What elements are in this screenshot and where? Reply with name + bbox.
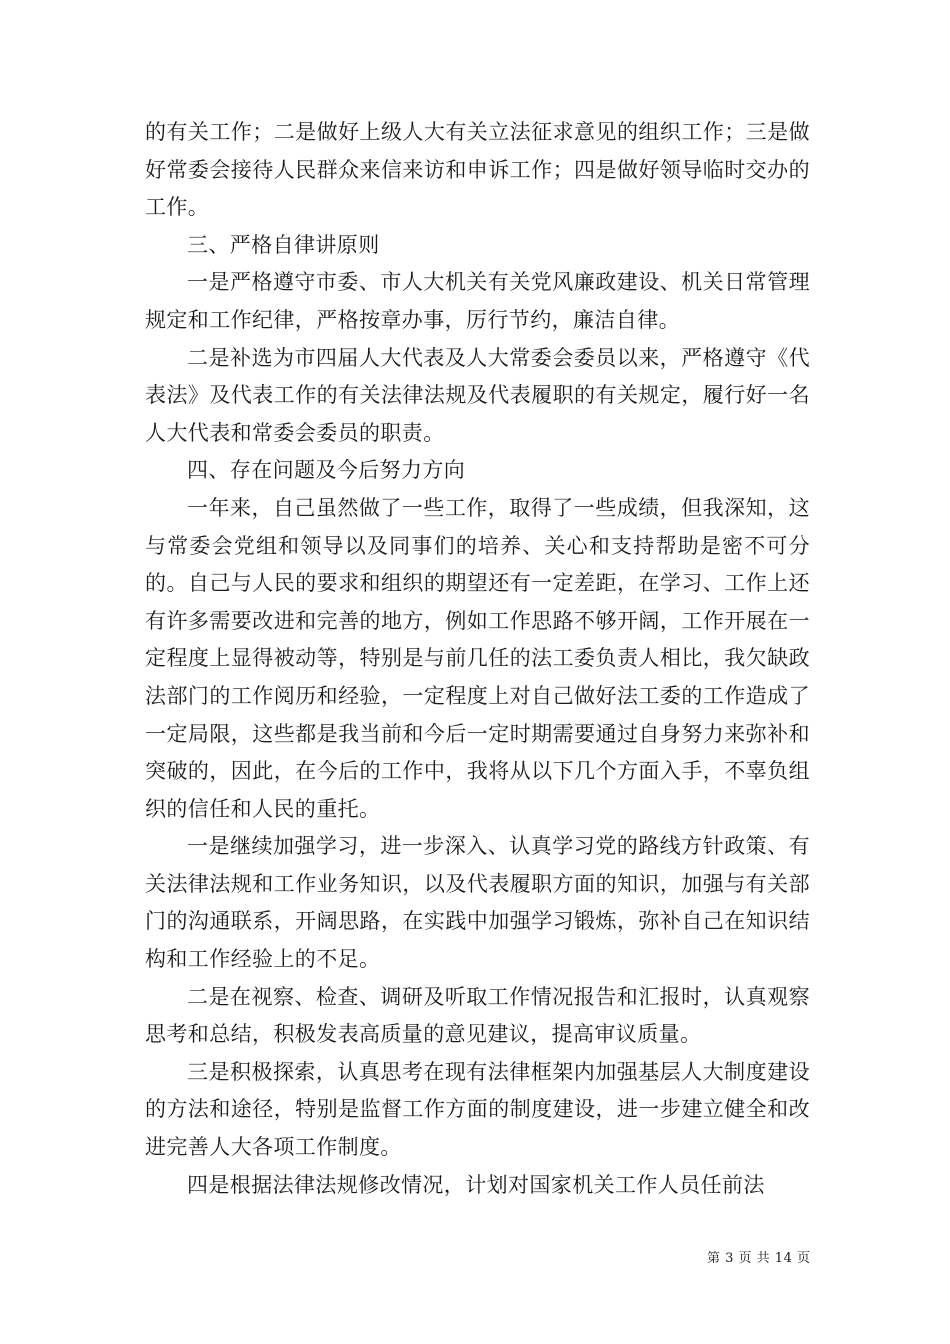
paragraph-plan-3: 三是积极探索，认真思考在现有法律框架内加强基层人大制度建设的方法和途径，特别是监督工作方面的制度建设，进一步建立健全和改进完善人大各项工作制度。 [145,1059,810,1160]
paragraph-discipline-1: 一是严格遵守市委、市人大机关有关党风廉政建设、机关日常管理规定和工作纪律，严格按章办事，厉行节约，廉洁自律。 [145,270,810,332]
paragraph-plan-1: 一是继续加强学习，进一步深入、认真学习党的路线方针政策、有关法律法规和工作业务知识，以及代表履职方面的知识，加强与有关部门的沟通联系，开阔思路，在实践中加强学习锻炼，弥补自己在知识结构和工作经验上的不足。 [145,834,810,972]
paragraph-plan-2: 二是在视察、检查、调研及听取工作情况报告和汇报时，认真观察思考和总结，积极发表高质量的意见建议，提高审议质量。 [145,984,810,1047]
body-text [145,114,810,1204]
page-number: 第 3 页 共 14 页 [707,1251,811,1266]
paragraph-plan-4: 四是根据法律法规修改情况，计划对国家机关工作人员任前法 [187,1172,765,1197]
section-heading-problems: 四、存在问题及今后努力方向 [187,458,466,483]
paragraph-discipline-2: 二是补选为市四届人大代表及人大常委会委员以来，严格遵守《代表法》及代表工作的有关法律法规及代表履职的有关规定，履行好一名人大代表和常委会委员的职责。 [145,345,810,445]
paragraph-problems-summary: 一年来，自己虽然做了一些工作，取得了一些成绩，但我深知，这与常委会党组和领导以及同事们的培养、关心和支持帮助是密不可分的。自己与人民的要求和组织的期望还有一定差距，在学习、工作上还有许多需要改进和完善的地方，例如工作思路不够开阔，工作开展在一定程度上显得被动等，特别是与前几任的法工委负责人相比，我欠缺政法部门的工作阅历和经验，一定程度上对自己做好法工委的工作造成了一定局限，这些都是我当前和今后一定时期需要通过自身努力来弥补和突破的，因此，在今后的工作中，我将从以下几个方面入手，不辜负组织的信任和人民的重托。 [145,495,810,821]
paragraph-continued: 的有关工作；二是做好上级人大有关立法征求意见的组织工作；三是做好常委会接待人民群众来信来访和申诉工作；四是做好领导临时交办的工作。 [145,120,810,220]
section-heading-self-discipline: 三、严格自律讲原则 [187,232,380,257]
